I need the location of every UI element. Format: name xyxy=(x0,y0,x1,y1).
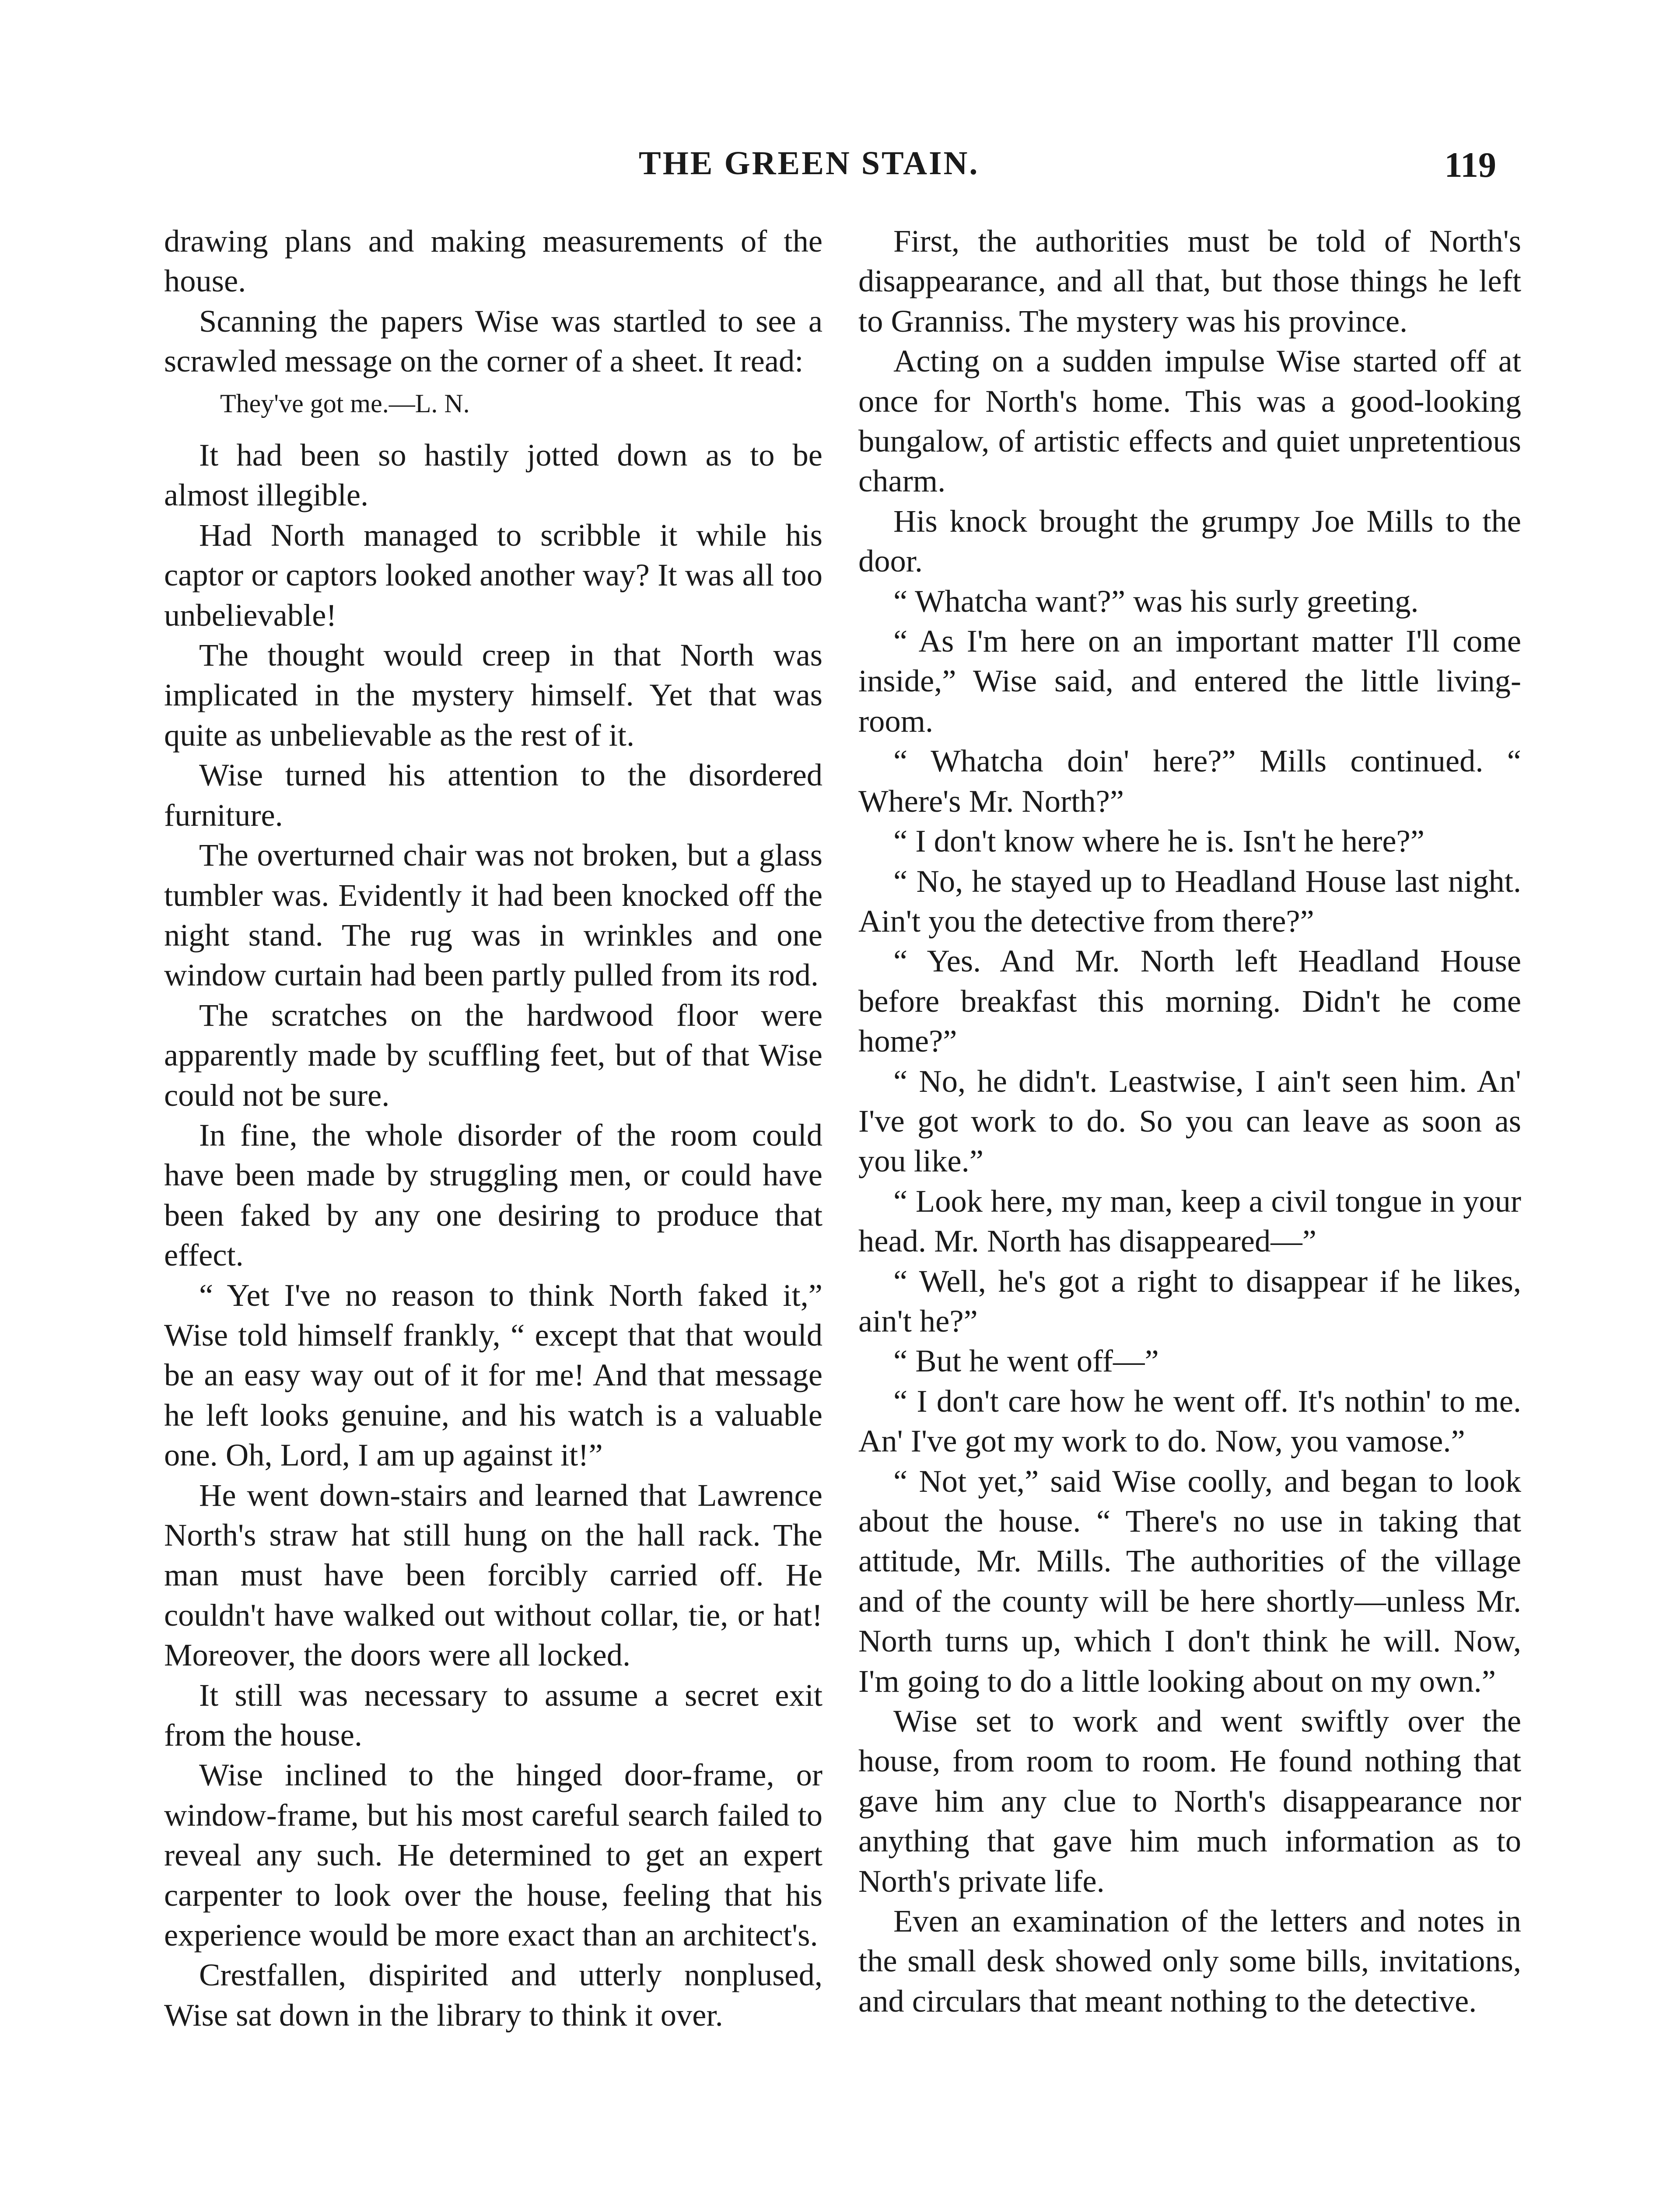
paragraph: Even an examination of the letters and notes in the small desk showed only some bills, invitations, and circulars that meant nothing to the detective. xyxy=(858,1903,1521,2019)
paragraph: Wise turned his attention to the disordered furniture. xyxy=(164,757,822,833)
paragraph: “ Whatcha want?” was his surly greeting. xyxy=(893,583,1419,619)
paragraph: “ Whatcha doin' here?” Mills continued. “ Where's Mr. North?” xyxy=(858,743,1521,819)
paragraph: In fine, the whole disorder of the room could have been made by struggling men, or could have been faked by any one desiring to produce that effect. xyxy=(164,1117,822,1273)
paragraph: The thought would creep in that North was implicated in the mystery himself. Yet that was quite as unbelievable as the rest of it. xyxy=(164,637,822,753)
paragraph: Acting on a sudden impulse Wise started off at once for North's home. This was a good-looking bungalow, of artistic effects and quiet unpretentious charm. xyxy=(858,343,1521,499)
paragraph: The overturned chair was not broken, but a glass tumbler was. Evidently it had been knocked off the night stand. The rug was in wrinkles and one window curtain had been partly pulled from its rod. xyxy=(164,837,822,993)
paragraph: “ As I'm here on an important matter I'll come inside,” Wise said, and entered the little living-room. xyxy=(858,623,1521,739)
paragraph: Crestfallen, dispirited and utterly nonplused, Wise sat down in the library to think it over. xyxy=(164,1957,822,2033)
paragraph: “ I don't care how he went off. It's nothin' to me. An' I've got my work to do. Now, you vamose.” xyxy=(858,1383,1521,1459)
paragraph: Had North managed to scribble it while his captor or captors looked another way? It was all too unbelievable! xyxy=(164,517,822,633)
left-column xyxy=(164,221,822,2035)
paragraph: Wise inclined to the hinged door-frame, or window-frame, but his most careful search failed to reveal any such. He determined to get an expert carpenter to look over the house, feeling that his experience would be more exact than an architect's. xyxy=(164,1757,822,1953)
paragraph: “ Yes. And Mr. North left Headland House before breakfast this morning. Didn't he come home?” xyxy=(858,943,1521,1059)
paragraph: It had been so hastily jotted down as to be almost illegible. xyxy=(164,437,822,513)
running-head xyxy=(0,144,1680,193)
paragraph: He went down-stairs and learned that Lawrence North's straw hat still hung on the hall rack. The man must have been forcibly carried off. He couldn't have walked out without collar, tie, or hat! Moreover, the doors were all locked. xyxy=(164,1477,822,1673)
paragraph: drawing plans and making measurements of the house. xyxy=(164,223,822,299)
right-column xyxy=(858,221,1521,2021)
running-title: THE GREEN STAIN. xyxy=(639,145,980,182)
paragraph: Scanning the papers Wise was startled to see a scrawled message on the corner of a sheet. It read: xyxy=(164,303,822,379)
paragraph: “ Yet I've no reason to think North faked it,” Wise told himself frankly, “ except that that would be an easy way out of it for me! And that message he left looks genuine, and his watch is a valuable one. Oh, Lord, I am up against it!” xyxy=(164,1277,822,1473)
paragraph: “ I don't know where he is. Isn't he here?” xyxy=(893,823,1424,859)
paragraph: “ Not yet,” said Wise coolly, and began to look about the house. “ There's no use in taking that attitude, Mr. Mills. The authorities of the village and of the county will be here shortly—unless Mr. North turns up, which I don't think he will. Now, I'm going to do a little looking about on my own.” xyxy=(858,1463,1521,1699)
paragraph: “ Well, he's got a right to disappear if he likes, ain't he?” xyxy=(858,1263,1521,1339)
paragraph: “ No, he stayed up to Headland House last night. Ain't you the detective from there?” xyxy=(858,863,1521,939)
page-number: 119 xyxy=(1444,145,1496,185)
paragraph: First, the authorities must be told of North's disappearance, and all that, but those things he left to Granniss. The mystery was his province. xyxy=(858,223,1521,339)
paragraph: His knock brought the grumpy Joe Mills to the door. xyxy=(858,503,1521,579)
paragraph: Wise set to work and went swiftly over the house, from room to room. He found nothing that gave him any clue to North's disappearance nor anything that gave him much information as to North's private life. xyxy=(858,1703,1521,1899)
paragraph: “ But he went off—” xyxy=(893,1343,1159,1379)
paragraph: “ No, he didn't. Leastwise, I ain't seen him. An' I've got work to do. So you can leave as soon as you like.” xyxy=(858,1063,1521,1179)
paragraph: “ Look here, my man, keep a civil tongue in your head. Mr. North has disappeared—” xyxy=(858,1183,1521,1259)
scrawled-message: They've got me.—L. N. xyxy=(220,389,470,418)
paragraph: The scratches on the hardwood floor were apparently made by scuffling feet, but of that Wise could not be sure. xyxy=(164,997,822,1113)
paragraph: It still was necessary to assume a secret exit from the house. xyxy=(164,1677,822,1753)
